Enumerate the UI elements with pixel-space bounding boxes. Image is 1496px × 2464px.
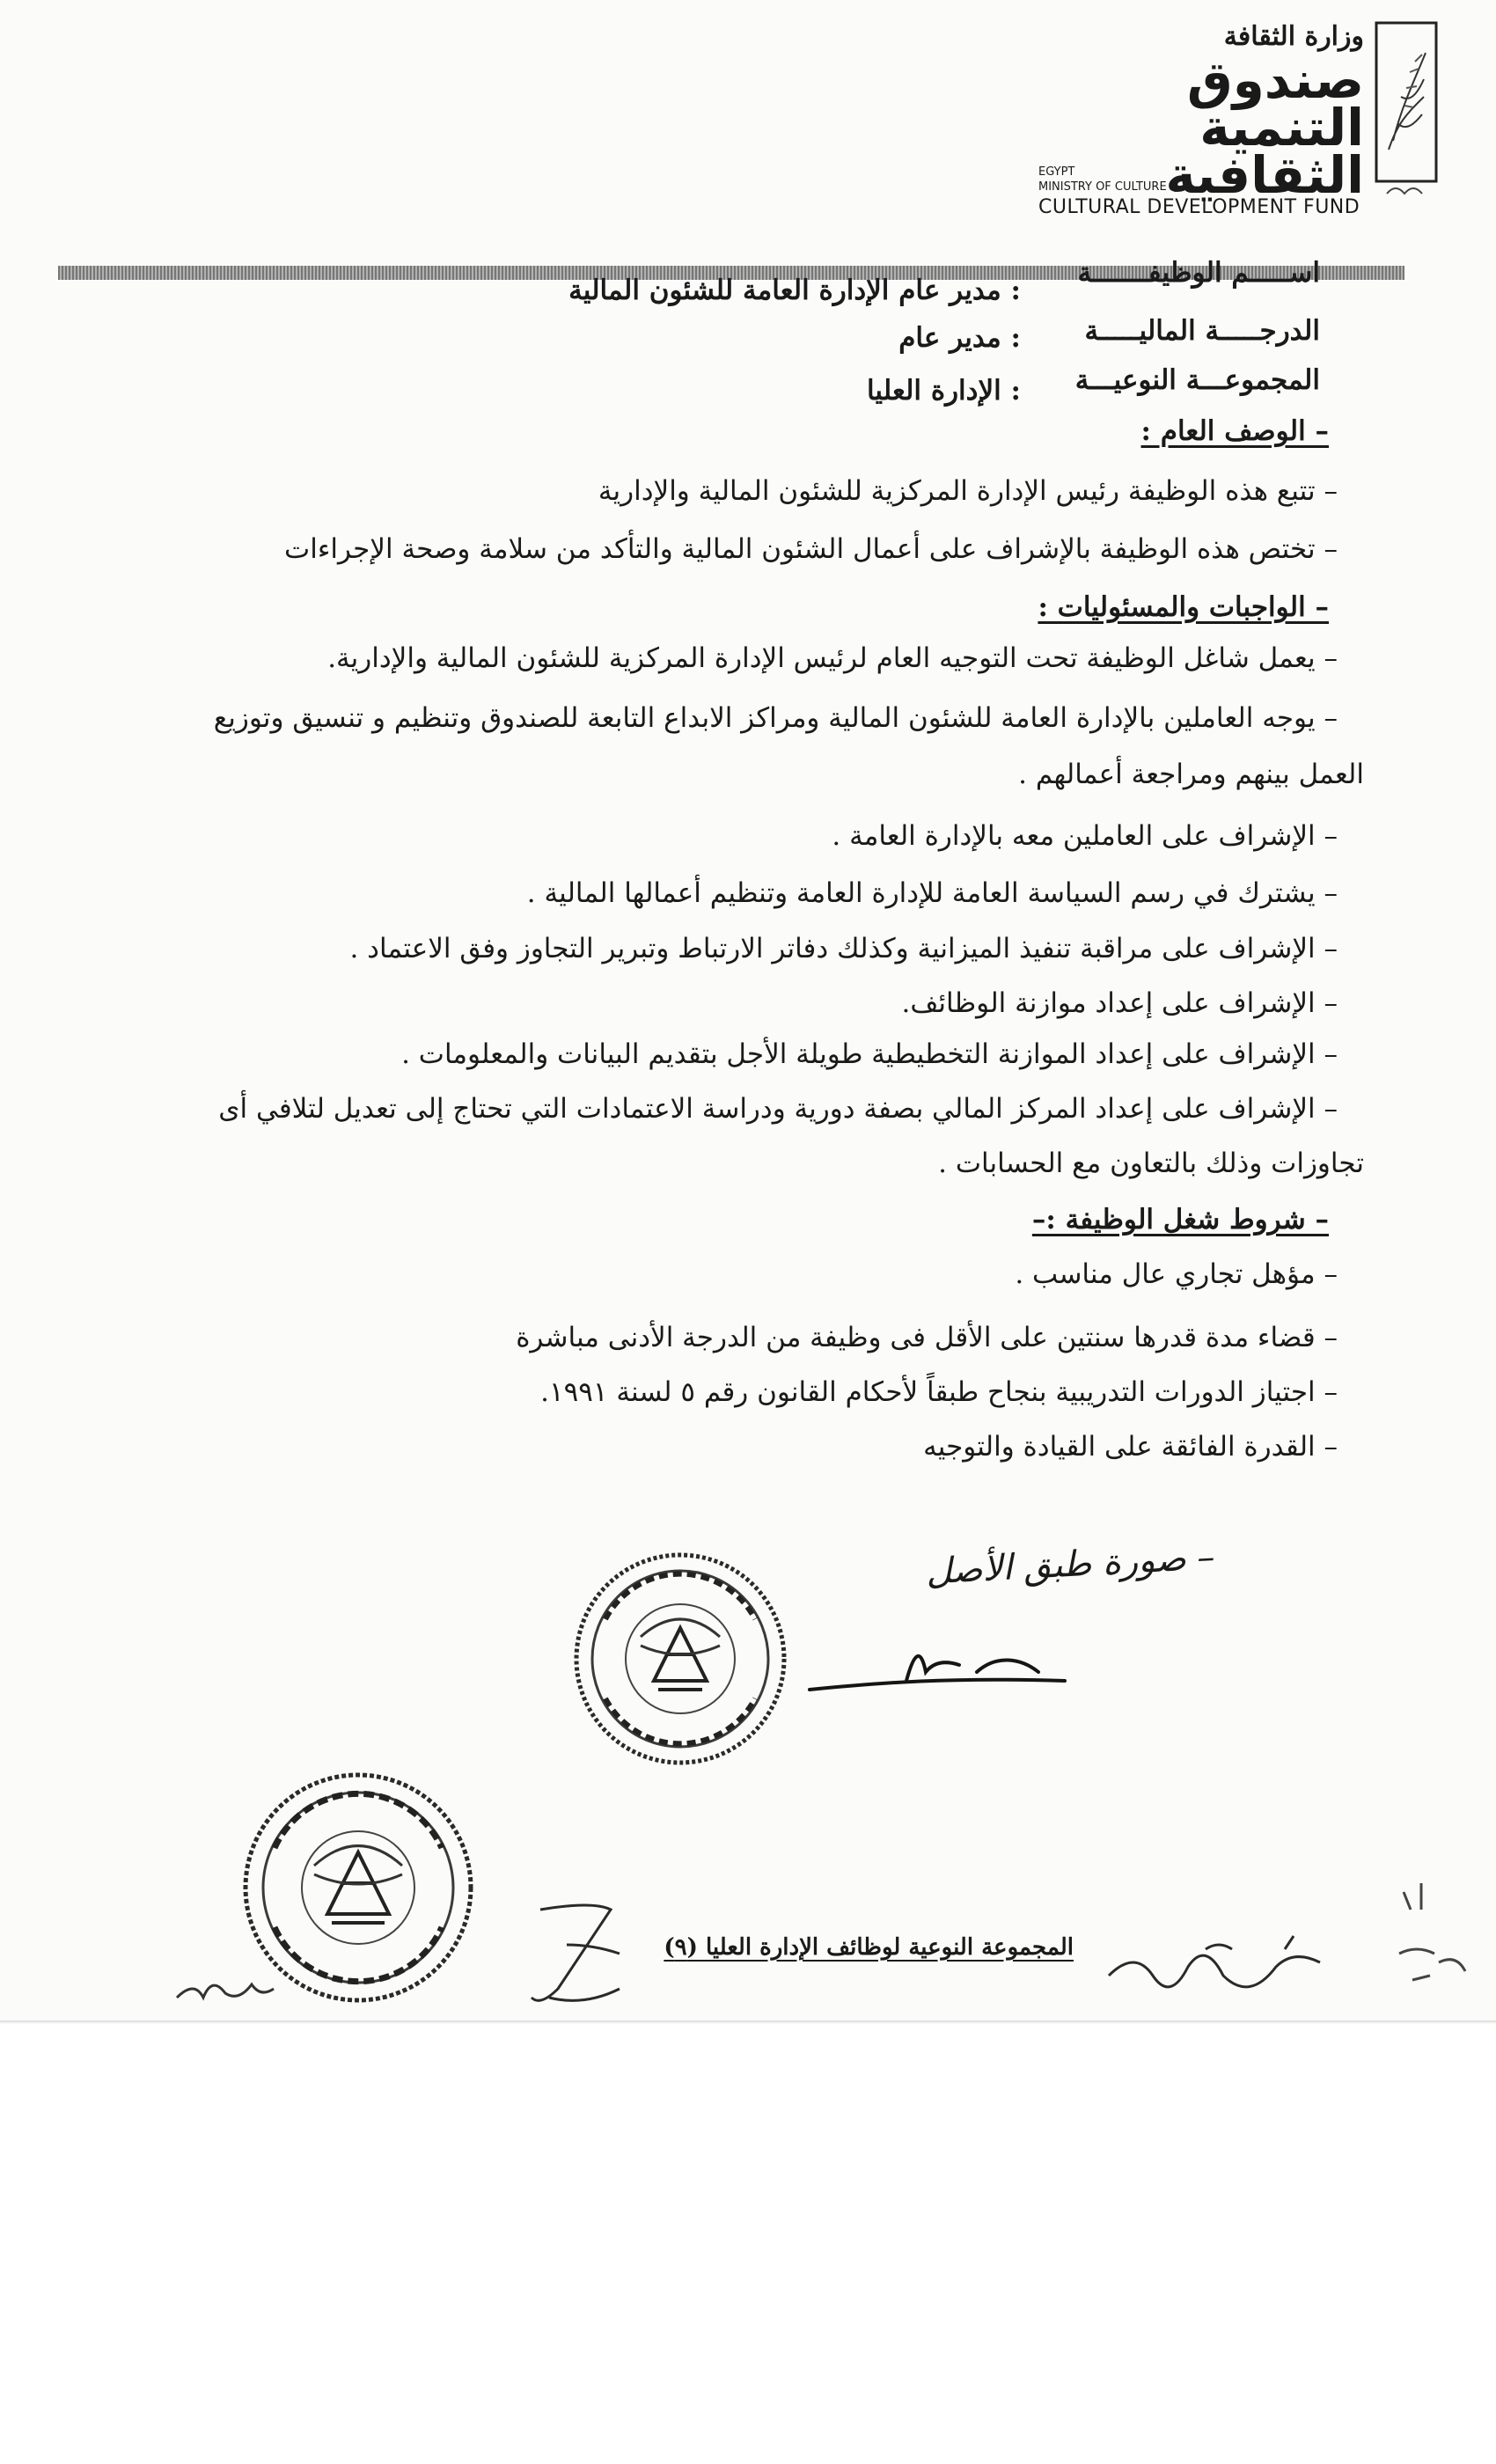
description-item: – تتبع هذه الوظيفة رئيس الإدارة المركزية للشئون المالية والإدارية [598,473,1338,509]
page-edge [0,2020,1496,2024]
duty-item: – الإشراف على إعداد المركز المالي بصفة دورية ودراسة الاعتمادات التي تحتاج إلى تعديل لتلافي أى [218,1091,1338,1126]
fund-name-en: CULTURAL DEVELOPMENT FUND [1038,196,1360,218]
condition-item: – اجتياز الدورات التدريبية بنجاح طبقاً لأحكام القانون رقم ٥ لسنة ١٩٩١. [540,1375,1338,1410]
field-value-group: : الإدارة العليا [867,373,1021,408]
ministry-name-en: MINISTRY OF CULTURE [1038,180,1167,194]
duty-item: – الإشراف على إعداد الموازنة التخطيطية طويلة الأجل بتقديم البيانات والمعلومات . [401,1037,1338,1072]
initials-left [172,1962,278,2015]
duty-item: – يشترك في رسم السياسة العامة للإدارة العامة وتنظيم أعمالها المالية . [527,876,1338,911]
field-value-job-title: : مدير عام الإدارة العامة للشئون المالية [568,273,1021,308]
section-heading-duties: – الواجبات والمسئوليات : [1038,591,1329,623]
duty-item-continued: تجاوزات وذلك بالتعاون مع الحسابات . [938,1148,1364,1179]
section-heading-conditions: – شروط شغل الوظيفة :– [1031,1204,1329,1236]
duty-item: – يعمل شاغل الوظيفة تحت التوجيه العام لرئيس الإدارة المركزية للشئون المالية والإدارية. [327,641,1338,676]
approval-note-handwritten: – صورة طبق الأصل [924,1536,1215,1593]
field-label-group: المجموعـــة النوعيـــة [1074,364,1320,396]
signature-middle [514,1892,646,2024]
fund-logo [1038,18,1443,238]
signature-bottom-right [1100,1932,1355,2011]
signature-scrawl [801,1619,1091,1707]
duty-item: – الإشراف على العاملين معه بالإدارة العامة . [832,818,1338,854]
description-item: – تختص هذه الوظيفة بالإشراف على أعمال الشئون المالية والتأكد من سلامة وصحة الإجراءات [284,532,1338,567]
field-value-grade: : مدير عام [898,320,1021,356]
duty-item: – الإشراف على مراقبة تنفيذ الميزانية وكذلك دفاتر الارتباط وتبرير التجاوز وفق الاعتماد . [349,931,1338,966]
condition-item: – مؤهل تجاري عال مناسب . [1015,1257,1338,1292]
duty-item-continued: العمل بينهم ومراجعة أعمالهم . [1018,759,1364,790]
duty-item: – يوجه العاملين بالإدارة العامة للشئون المالية ومراكز الابداع التابعة للصندوق وتنظيم و تنسيق وتوزيع [214,700,1338,736]
fund-name-ar: صندوق التنمية الثقافية [1165,50,1364,205]
emblem-icon [1371,18,1441,202]
ministry-name-ar: وزارة الثقافة [1223,21,1364,52]
official-seal-top [570,1549,790,1769]
duty-item: – الإشراف على إعداد موازنة الوظائف. [901,986,1338,1021]
condition-item: – قضاء مدة قدرها سنتين على الأقل فى وظيفة من الدرجة الأدنى مباشرة [516,1320,1338,1355]
field-label-grade: الدرجـــــة الماليـــــة [1084,315,1320,347]
section-heading-description: – الوصف العام : [1140,415,1329,447]
footer-title: المجموعة النوعية لوظائف الإدارة العليا (٩) [664,1934,1074,1961]
field-label-job-title: اســـــم الوظيفـــــــة [1077,257,1320,289]
margin-marks [1386,1874,1483,1998]
country-en: EGYPT [1038,165,1075,179]
condition-item: – القدرة الفائقة على القيادة والتوجيه [923,1429,1338,1464]
